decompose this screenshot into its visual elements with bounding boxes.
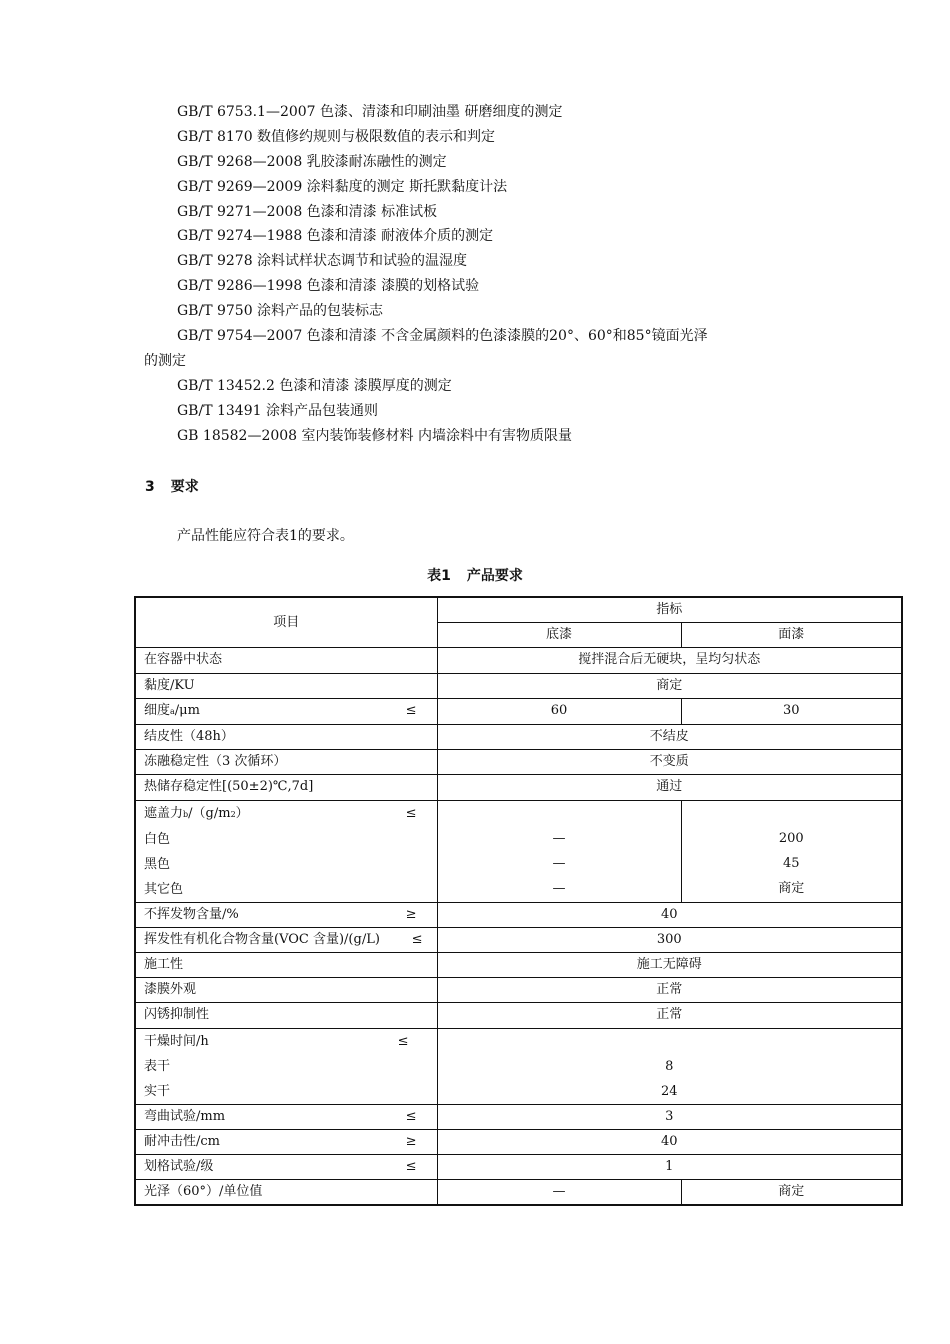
reference-item: GB/T 6753.1—2007 色漆、清漆和印刷油墨 研磨细度的测定 [177, 104, 563, 120]
reference-long-line1: GB/T 9754—2007 色漆和清漆 不含金属颜料的色漆漆膜的20°、60°和85°镜面光泽 [177, 328, 708, 345]
reference-item: GB/T 9271—2008 色漆和清漆 标准试板 [177, 203, 438, 220]
limit-symbol: ≤ [397, 1033, 409, 1049]
table-row [135, 800, 902, 902]
row-value: 40 [437, 1129, 902, 1154]
row-topcoat-value: 200 [778, 830, 804, 846]
table-row [135, 1180, 902, 1206]
row-value: 24 [660, 1083, 678, 1099]
row-item: 施工性 [135, 953, 437, 978]
row-item: 弯曲试验/mm [144, 1108, 226, 1124]
limit-symbol: ≥ [405, 1133, 417, 1149]
row-item: 在容器中状态 [135, 648, 437, 673]
row-primer-value: — [552, 830, 566, 846]
row-item: 干燥时间/h [144, 1033, 209, 1049]
table-row [135, 927, 902, 952]
section-number: 3 [145, 479, 155, 495]
limit-symbol: ≥ [405, 906, 417, 922]
row-value: 施工无障碍 [437, 953, 902, 978]
row-item-heading [144, 801, 429, 827]
row-value: 搅拌混合后无硬块，呈均匀状态 [437, 648, 902, 673]
reference-item: GB/T 9274—1988 色漆和清漆 耐液体介质的测定 [177, 228, 494, 245]
row-primer-value: — [552, 855, 566, 871]
row-value: 商定 [437, 673, 902, 698]
requirements-table [134, 596, 903, 1206]
row-topcoat-value: 45 [782, 855, 800, 871]
table-row [135, 1104, 902, 1129]
row-item-cell [135, 902, 437, 927]
limit-symbol: ≤ [405, 1159, 417, 1175]
limit-symbol: ≤ [405, 702, 417, 718]
row-item: 挥发性有机化合物含量(VOC 含量)/(g/L) [144, 931, 380, 947]
table-row [135, 953, 902, 978]
row-value: 通过 [437, 775, 902, 800]
reference-item: GB/T 9269—2009 涂料黏度的测定 斯托默黏度计法 [177, 178, 508, 195]
row-value: 40 [437, 902, 902, 927]
table-row [135, 775, 902, 800]
row-item: 闪锈抑制性 [135, 1003, 437, 1028]
header-item: 项目 [135, 597, 437, 648]
table-header-row [135, 597, 902, 623]
row-topcoat-value: 商定 [778, 880, 805, 896]
row-value: 8 [665, 1058, 674, 1074]
limit-symbol: ≤ [411, 931, 423, 947]
row-item-cell [135, 1129, 437, 1154]
reference-item-long [0, 324, 950, 374]
row-subitem: 其它色 [144, 881, 184, 897]
table-row [135, 648, 902, 673]
table-number: 表1 [427, 568, 451, 584]
normative-references [0, 100, 950, 449]
row-unit-end: ） [235, 805, 249, 821]
row-item: 遮盖力 [144, 805, 184, 821]
reference-item: GB/T 8170 数值修约规则与极限数值的表示和判定 [177, 128, 496, 145]
intro-text: 产品性能应符合表1的要求。 [177, 528, 354, 544]
table-row [135, 1003, 902, 1028]
row-unit: /μm [174, 702, 200, 718]
row-item-cell [135, 698, 437, 724]
row-value: 正常 [437, 1003, 902, 1028]
row-primer-value: — [437, 1180, 681, 1206]
row-value-cell [437, 1028, 902, 1104]
row-item: 黏度/KU [135, 673, 437, 698]
row-subitem: 黑色 [144, 856, 171, 872]
row-topcoat-cell [681, 800, 902, 902]
row-item-cell [135, 927, 437, 952]
table-caption [0, 565, 950, 585]
header-topcoat: 面漆 [681, 623, 902, 648]
row-item: 光泽（60°）/单位值 [135, 1180, 437, 1206]
table-title: 产品要求 [466, 568, 523, 584]
reference-item: GB/T 13491 涂料产品包装通则 [177, 402, 378, 419]
table-row [135, 725, 902, 750]
row-item: 划格试验/级 [144, 1159, 214, 1175]
row-primer-cell [437, 800, 681, 902]
row-primer-value: — [552, 880, 566, 896]
row-topcoat-value: 30 [681, 698, 902, 724]
row-item: 热储存稳定性[(50±2)℃,7d] [135, 775, 437, 800]
row-item-cell [135, 1104, 437, 1129]
row-item: 结皮性（48h） [135, 725, 437, 750]
reference-item: GB/T 9750 涂料产品的包装标志 [177, 303, 384, 320]
row-item: 冻融稳定性（3 次循环） [135, 750, 437, 775]
row-primer-value: 60 [437, 698, 681, 724]
reference-long-line2: 的测定 [144, 352, 186, 369]
row-value: 正常 [437, 978, 902, 1003]
table-row [135, 1129, 902, 1154]
header-primer: 底漆 [437, 623, 681, 648]
row-item-cell [135, 1028, 437, 1104]
row-item: 耐冲击性/cm [144, 1133, 220, 1149]
row-value: 300 [437, 927, 902, 952]
table-row [135, 750, 902, 775]
row-item-cell [135, 800, 437, 902]
reference-item: GB/T 9268—2008 乳胶漆耐冻融性的测定 [177, 153, 447, 170]
row-value: 不变质 [437, 750, 902, 775]
footnote-marker: b [183, 809, 189, 819]
table-row [135, 1155, 902, 1180]
row-subitem: 实干 [144, 1083, 171, 1099]
row-value: 3 [437, 1104, 902, 1129]
limit-symbol: ≤ [405, 805, 417, 821]
row-unit: /（g/m [188, 805, 231, 821]
unit-superscript: 2 [230, 809, 236, 819]
row-topcoat-value: 商定 [681, 1180, 902, 1206]
row-item: 不挥发物含量/% [144, 906, 239, 922]
reference-item: GB/T 9286—1998 色漆和清漆 漆膜的划格试验 [177, 278, 480, 295]
row-item-cell [135, 1155, 437, 1180]
table-row [135, 1028, 902, 1104]
table-row [135, 902, 902, 927]
section-heading [145, 476, 199, 496]
footnote-marker: a [170, 706, 175, 716]
row-value: 不结皮 [437, 725, 902, 750]
row-item: 细度 [144, 702, 171, 718]
table-row [135, 978, 902, 1003]
row-item-heading [144, 1029, 429, 1054]
section-title: 要求 [170, 479, 199, 495]
row-value: 1 [437, 1155, 902, 1180]
table-row [135, 698, 902, 724]
limit-symbol: ≤ [405, 1108, 417, 1124]
reference-item: GB 18582—2008 室内装饰装修材料 内墙涂料中有害物质限量 [177, 427, 572, 444]
row-subitem: 白色 [144, 831, 171, 847]
header-indicator: 指标 [437, 597, 902, 623]
table-row [135, 673, 902, 698]
row-item: 漆膜外观 [135, 978, 437, 1003]
reference-item: GB/T 9278 涂料试样状态调节和试验的温湿度 [177, 253, 468, 270]
row-subitem: 表干 [144, 1058, 171, 1074]
reference-item: GB/T 13452.2 色漆和清漆 漆膜厚度的测定 [177, 377, 452, 394]
